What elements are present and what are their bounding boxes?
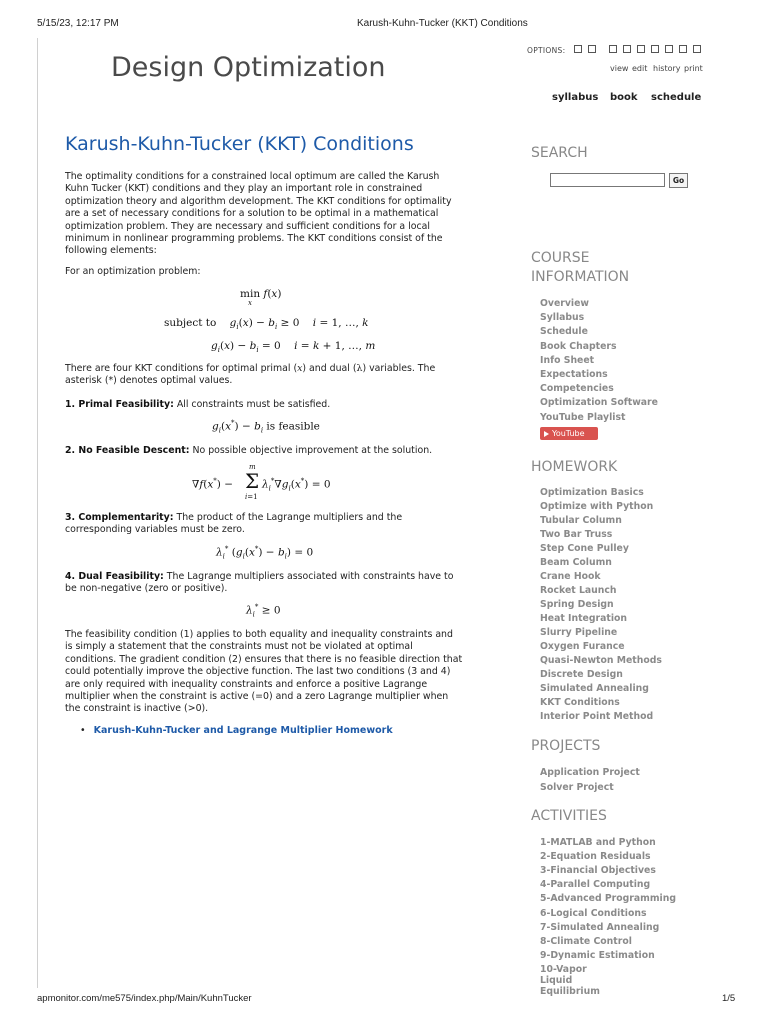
activity-link[interactable]: 10-Vapor Liquid Equilibrium [540, 963, 600, 997]
activity-link[interactable]: 1-MATLAB and Python [540, 837, 656, 848]
options-label: OPTIONS: [527, 46, 566, 55]
homework-link-item[interactable]: Tubular Column [540, 515, 622, 526]
action-link-edit[interactable]: edit [632, 64, 648, 73]
play-icon [544, 431, 549, 437]
option-checkbox[interactable] [679, 45, 687, 53]
homework-link-item[interactable]: Quasi-Newton Methods [540, 655, 662, 666]
homework-link-item[interactable]: Step Cone Pulley [540, 543, 629, 554]
activity-link[interactable]: 9-Dynamic Estimation [540, 949, 655, 961]
homework-link-item[interactable]: Optimize with Python [540, 501, 654, 512]
homework-link-item[interactable]: Crane Hook [540, 571, 601, 582]
homework-link-item[interactable]: Oxygen Furance [540, 641, 625, 652]
eq-primal-feasibility: $g_i(x^*) - b_i$ is feasible [212, 419, 320, 435]
eq-min-objective: min f(x) x [240, 288, 282, 307]
print-page-title: Karush-Kuhn-Tucker (KKT) Conditions [357, 18, 528, 29]
eq-complementarity: $\lambda_i^*$ $(g_i(x^*) - b_i) = 0$ [216, 545, 314, 561]
option-checkbox[interactable] [574, 45, 582, 53]
intro-paragraph: The optimality conditions for a constrained local optimum are called the Karush Kuhn Tucker (KKT) conditions and they play an important role in constrained optimization theory and algorithm development. The KKT conditions for optimality are a set of necessary conditions for a solution to be optimal in a mathematical optimization problem. They are necessary and sufficient conditions for a local minimum in nonlinear programming problems. The KKT conditions consist of the following elements: [65, 171, 452, 257]
homework-link-item[interactable]: Optimization Basics [540, 487, 644, 498]
homework-link-item[interactable]: Heat Integration [540, 613, 628, 624]
youtube-label: YouTube [552, 429, 585, 438]
nav-book[interactable]: book [610, 92, 638, 103]
action-link-view[interactable]: view [610, 64, 629, 73]
homework-link-item[interactable]: Interior Point Method [540, 711, 654, 722]
homework-link-item[interactable]: Slurry Pipeline [540, 627, 618, 638]
activity-link[interactable]: 5-Advanced Programming [540, 893, 676, 905]
action-link-print[interactable]: print [684, 64, 703, 73]
option-checkbox[interactable] [588, 45, 596, 53]
search-heading: SEARCH [531, 145, 588, 161]
homework-link[interactable] [80, 725, 393, 736]
course-info-heading: COURSE INFORMATION [531, 250, 630, 285]
projects-heading: PROJECTS [531, 738, 601, 754]
footer-url: apmonitor.com/me575/index.php/Main/KuhnTucker [37, 993, 252, 1004]
course-info-link[interactable]: YouTube Playlist [540, 411, 626, 423]
course-info-link[interactable]: Info Sheet [540, 354, 595, 366]
condition-4: 4. Dual Feasibility: The Lagrange multipliers associated with constraints have to be non-negative (zero or positive). [65, 571, 454, 595]
option-checkbox[interactable] [637, 45, 645, 53]
condition-2: 2. No Feasible Descent: No possible objective improvement at the solution. [65, 445, 433, 456]
activity-link[interactable]: 4-Parallel Computing [540, 879, 651, 891]
homework-link-item[interactable]: Rocket Launch [540, 585, 617, 596]
for-problem-text: For an optimization problem: [65, 266, 201, 277]
course-info-link[interactable]: Schedule [540, 326, 588, 338]
homework-link-item[interactable]: Beam Column [540, 557, 612, 568]
project-link[interactable]: Application Project [540, 767, 640, 778]
eq-dual-feasibility: $\lambda_i^* \ge 0$ [246, 603, 281, 619]
option-checkbox[interactable] [693, 45, 701, 53]
activity-link[interactable]: 6-Logical Conditions [540, 907, 647, 919]
homework-link-item[interactable]: Two Bar Truss [540, 529, 613, 540]
nav-schedule[interactable]: schedule [651, 92, 702, 103]
search-go-button[interactable]: Go [669, 173, 688, 188]
activity-link[interactable]: 7-Simulated Annealing [540, 921, 660, 933]
homework-heading: HOMEWORK [531, 459, 618, 475]
youtube-button[interactable] [540, 427, 598, 440]
option-checkbox[interactable] [651, 45, 659, 53]
course-info-link[interactable]: Book Chapters [540, 340, 617, 352]
article-title: Karush-Kuhn-Tucker (KKT) Conditions [65, 133, 414, 155]
four-conditions-text: There are four KKT conditions for optimal primal (x) and dual (λ) variables. The asterisk (*) denotes optimal values. [65, 363, 436, 387]
option-checkbox[interactable] [665, 45, 673, 53]
course-info-link[interactable]: Expectations [540, 369, 608, 380]
footer-page-number: 1/5 [722, 993, 736, 1004]
homework-link-label: Karush-Kuhn-Tucker and Lagrange Multiplier Homework [93, 725, 393, 736]
course-info-link[interactable]: Optimization Software [540, 397, 658, 409]
homework-link-item[interactable]: Discrete Design [540, 669, 623, 680]
search-input[interactable] [550, 173, 665, 187]
activity-link[interactable]: 8-Climate Control [540, 935, 632, 947]
course-info-link[interactable]: Overview [540, 298, 589, 309]
activity-link[interactable]: 2-Equation Residuals [540, 851, 651, 863]
course-info-link[interactable]: Competencies [540, 383, 614, 395]
option-checkbox[interactable] [609, 45, 617, 53]
nav-syllabus[interactable]: syllabus [552, 92, 599, 103]
homework-link-item[interactable]: Spring Design [540, 599, 614, 610]
print-datetime: 5/15/23, 12:17 PM [37, 18, 119, 29]
homework-link-item[interactable]: KKT Conditions [540, 697, 620, 708]
eq-equality-constraints: $g_i(x) - b_i = 0$ i = k + 1, …, m [211, 340, 376, 355]
course-info-link[interactable]: Syllabus [540, 312, 585, 324]
eq-inequality-constraints: subject to $g_i(x) - b_i \ge 0$ i = 1, …, k [164, 317, 369, 332]
condition-1: 1. Primal Feasibility: All constraints must be satisfied. [65, 399, 331, 410]
activities-heading: ACTIVITIES [531, 808, 607, 824]
activity-link[interactable]: 3-Financial Objectives [540, 865, 656, 877]
condition-3: 3. Complementarity: The product of the Lagrange multipliers and the corresponding variables must be zero. [65, 512, 403, 536]
option-checkbox[interactable] [623, 45, 631, 53]
action-link-history[interactable]: history [653, 64, 681, 73]
left-margin-rule [37, 38, 38, 988]
site-title[interactable]: Design Optimization [111, 52, 386, 83]
project-link[interactable]: Solver Project [540, 781, 614, 793]
homework-link-item[interactable]: Simulated Annealing [540, 683, 649, 694]
closing-paragraph: The feasibility condition (1) applies to both equality and inequality constraints and is simply a statement that the constraints must not be violated at optimal conditions. The gradient condition (2) ensures that there is no feasible direction that could potentially improve the objective function. The last two conditions (3 and 4) are only required with inequality constraints and enforce a positive Lagrange multiplier when the constraint is active (=0) and a zero Lagrange multiplier when the constraint is inactive (>0). [65, 629, 463, 715]
bullet-dot: • [80, 725, 86, 736]
